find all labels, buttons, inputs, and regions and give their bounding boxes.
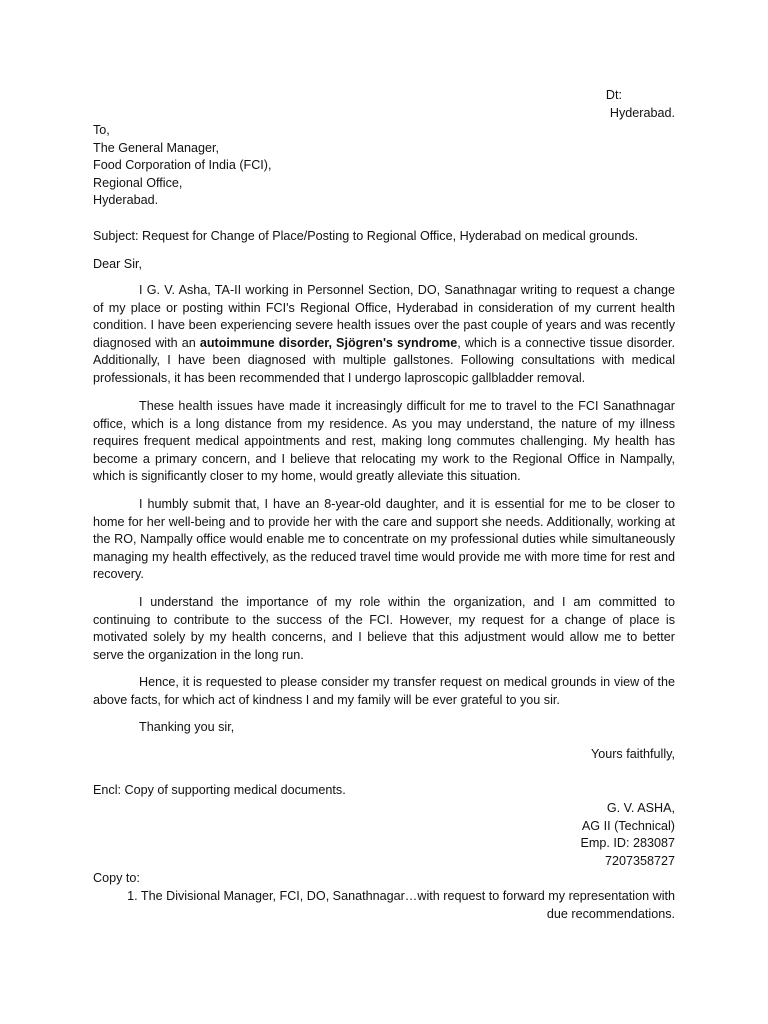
closing-thanks: Thanking you sir, [139,720,235,734]
body-paragraph-5: Hence, it is requested to please consider my transfer request on medical grounds in view of the above facts, for which act of kindness I and my family will be ever grateful to you sir. [93,675,675,707]
copy-to-item-1 [115,888,675,923]
copy-to-label: Copy to: [93,871,140,885]
copy-item-1-line-2: due recommendations. [546,906,675,921]
signature-block [580,800,675,870]
signature-emp-id: Emp. ID: 283087 [580,836,675,851]
body-paragraph-1 [93,282,675,388]
subject-line: Subject: Request for Change of Place/Posting to Regional Office, Hyderabad on medical grounds. [93,229,639,243]
address-to: To, [93,123,110,137]
signature-designation: AG II (Technical) [581,818,675,833]
salutation: Dear Sir, [93,257,142,271]
recipient-address [93,122,272,210]
body-paragraph-3: I humbly submit that, I have an 8-year-old daughter, and it is essential for me to be closer to home for her well-being and to provide her with the care and support she needs. Additionally, working at the RO, Nampally office would enable me to concentrate on my professional duties while simultaneously managing my health effectively, as the reduced travel time would provide me with more time for rest and recovery. [93,497,675,582]
letter-page [93,0,675,1024]
date-block [606,87,675,122]
copy-item-1-line-1: 1. The Divisional Manager, FCI, DO, Sanathnagar…with request to forward my representation with [127,889,675,903]
address-line-2: Food Corporation of India (FCI), [93,158,272,173]
body-paragraph-4: I understand the importance of my role within the organization, and I am committed to continuing to contribute to the success of the FCI. However, my request for a change of place is motivated solely by my health concerns, and I believe that this adjustment would allow me to better serve the organization in the long run. [93,595,675,662]
date-city: Hyderabad. [609,105,675,120]
p1-text-before: I G. V. Asha, TA-II working in Personnel Section, DO, Sanathnagar writing to request a change of my place or posting within FCI's Regional Office, Hyderabad in consideration of my current health condition. I have been experiencing severe health issues over the past couple of years and was recently diagnosed with an [93,283,675,350]
date-label: Dt: [605,88,622,102]
closing-yours: Yours faithfully, [590,747,675,761]
p1-text-after: , which is a connective tissue disorder. Additionally, I have been diagnosed with multiple gallstones. Following consultations with medical professionals, it has been recommended that I undergo laproscopic gallbladder removal. [93,335,675,385]
signature-phone: 7207358727 [604,853,675,868]
body-paragraph-2: These health issues have made it increasingly difficult for me to travel to the FCI Sanathnagar office, which is a long distance from my residence. As you may understand, the nature of my illness requires frequent medical appointments and rest, making long commutes challenging. My health has become a primary concern, and I believe that relocating my work to the Regional Office in Nampally, which is significantly closer to my home, would greatly alleviate this situation. [93,399,675,484]
p1-bold-diagnosis: autoimmune disorder, Sjögren's syndrome [199,335,458,350]
address-line-3: Regional Office, [93,175,183,190]
address-line-4: Hyderabad. [93,193,159,208]
signature-name: G. V. ASHA, [606,801,675,815]
address-line-1: The General Manager, [93,140,220,155]
enclosure-note: Encl: Copy of supporting medical documents. [93,783,346,797]
